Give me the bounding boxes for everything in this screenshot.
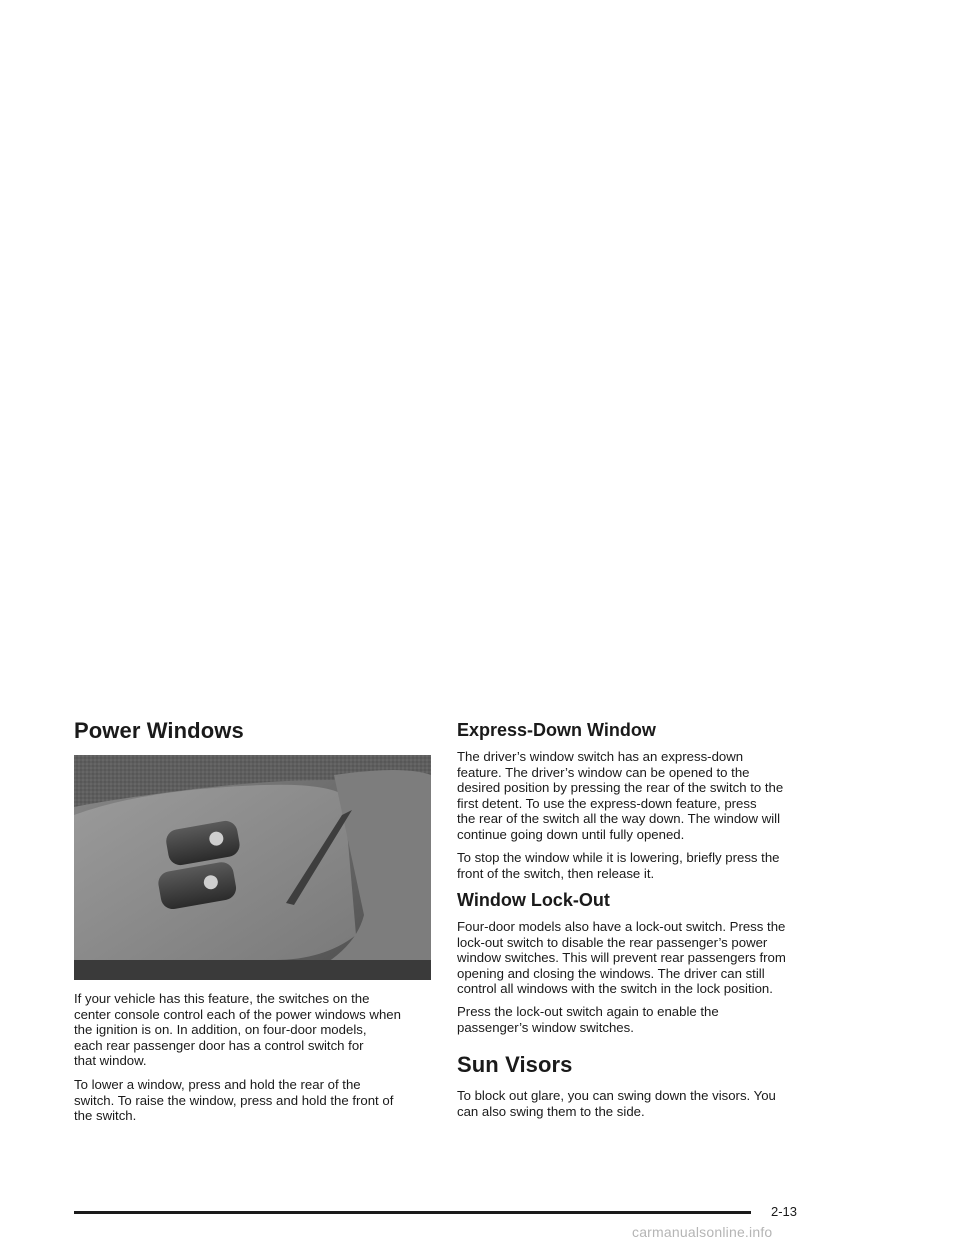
- express-down-paragraph-2: [457, 850, 819, 881]
- text-line: each rear passenger door has a control switch for: [74, 1037, 364, 1053]
- window-lockout-paragraph-1: [457, 919, 819, 997]
- text-line: To lower a window, press and hold the rear of the: [74, 1077, 361, 1092]
- text-line: that window.: [74, 1053, 147, 1069]
- text-line: The driver’s window switch has an express-down: [457, 749, 744, 764]
- text-line: the switch.: [74, 1108, 137, 1124]
- sun-visors-heading: Sun Visors: [457, 1052, 573, 1077]
- text-line: passenger’s window switches.: [457, 1019, 634, 1035]
- text-line: control all windows with the switch in the lock position.: [457, 981, 773, 997]
- power-windows-paragraph-1: [74, 991, 434, 1069]
- text-line: Four-door models also have a lock-out switch. Press the: [457, 919, 786, 934]
- power-windows-paragraph-2: [74, 1077, 434, 1124]
- text-line: If your vehicle has this feature, the switches on the: [74, 991, 370, 1006]
- window-lockout-heading: Window Lock-Out: [457, 890, 610, 910]
- text-line: lock-out switch to disable the rear passenger’s power: [457, 934, 768, 950]
- text-line: the ignition is on. In addition, on four-door models,: [74, 1022, 367, 1038]
- power-window-switches-photo: [74, 755, 431, 980]
- text-line: feature. The driver’s window can be opened to the: [457, 764, 750, 780]
- text-line: window switches. This will prevent rear passengers from: [457, 950, 786, 966]
- sun-visors-paragraph: [457, 1088, 819, 1119]
- text-line: opening and closing the windows. The driver can still: [457, 965, 765, 981]
- text-line: desired position by pressing the rear of the switch to the: [457, 780, 784, 796]
- text-line: can also swing them to the side.: [457, 1103, 645, 1119]
- text-line: front of the switch, then release it.: [457, 865, 655, 881]
- text-line: To stop the window while it is lowering, briefly press the: [457, 850, 780, 865]
- watermark: carmanualsonline.info: [632, 1224, 773, 1240]
- window-lockout-paragraph-2: [457, 1004, 819, 1035]
- express-down-paragraph-1: [457, 749, 819, 843]
- text-line: To block out glare, you can swing down the visors. You: [457, 1088, 776, 1103]
- text-line: Press the lock-out switch again to enable the: [457, 1004, 719, 1019]
- text-line: the rear of the switch all the way down. The window will: [457, 811, 781, 827]
- text-line: continue going down until fully opened.: [457, 826, 685, 842]
- page-number: 2-13: [771, 1204, 798, 1219]
- footer-rule: [74, 1211, 751, 1214]
- power-windows-heading: Power Windows: [74, 718, 244, 743]
- express-down-heading: Express-Down Window: [457, 720, 656, 740]
- text-line: switch. To raise the window, press and hold the front of: [74, 1092, 394, 1108]
- text-line: first detent. To use the express-down feature, press: [457, 795, 757, 811]
- text-line: center console control each of the power windows when: [74, 1006, 401, 1022]
